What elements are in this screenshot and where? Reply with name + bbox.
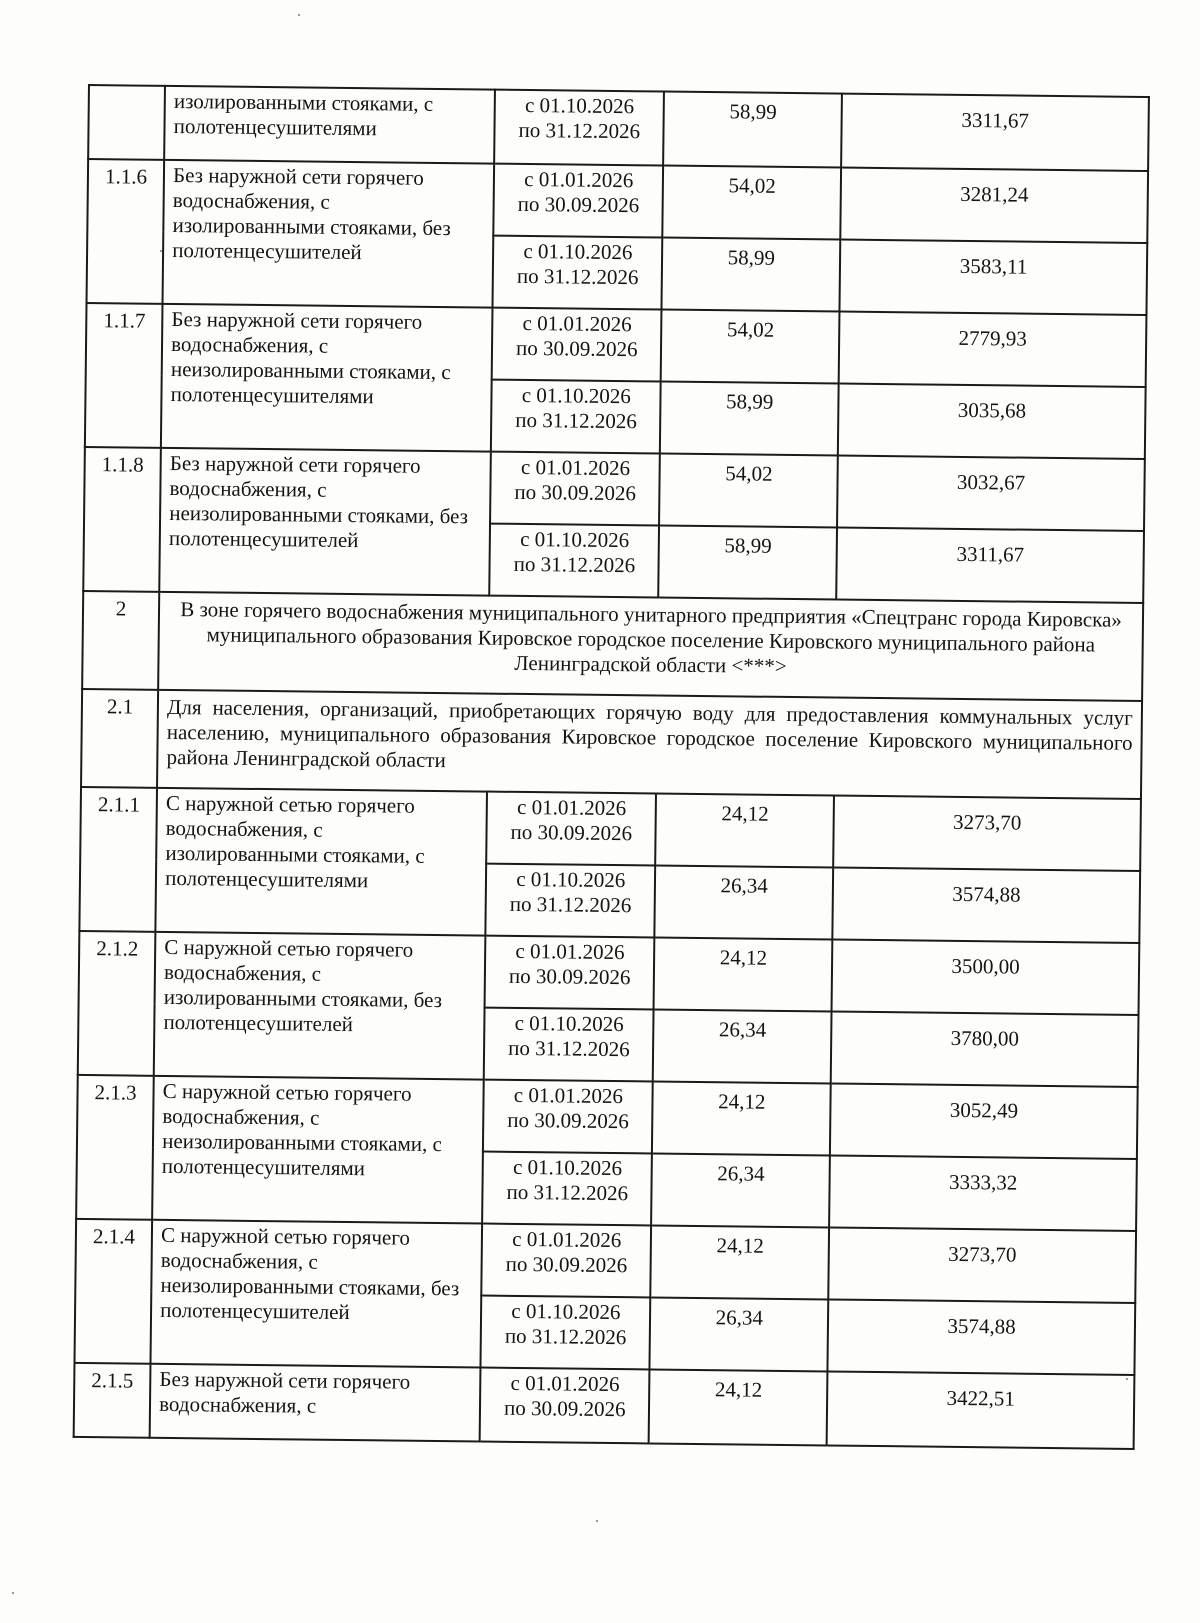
- norm-value: 24,12: [649, 1369, 828, 1445]
- price-value: 3422,51: [827, 1371, 1135, 1448]
- row-description: С наружной сетью горячего водоснабжения, с изолированными стояками, без полотенцесушителей: [154, 932, 486, 1080]
- norm-value: 54,02: [663, 166, 842, 240]
- price-value: 3574,88: [833, 868, 1141, 943]
- row-number: [88, 85, 165, 160]
- period-cell: [494, 164, 664, 238]
- period-end: по 31.12.2026: [509, 891, 632, 918]
- period-start: с 01.01.2026: [513, 1082, 624, 1109]
- price-value: 3311,67: [841, 94, 1149, 171]
- price-value: 2779,93: [839, 312, 1147, 387]
- subsection-number: 2.1: [81, 689, 158, 788]
- period-end: по 30.09.2026: [515, 335, 638, 362]
- period-cell: [490, 452, 660, 526]
- row-number: 2.1.3: [76, 1075, 154, 1220]
- norm-value: 26,34: [650, 1297, 829, 1371]
- norm-value: 26,34: [653, 1009, 832, 1083]
- norm-value: 24,12: [656, 793, 835, 867]
- row-description: С наружной сетью горячего водоснабжения, с неизолированными стояками, с полотенцесушителями: [152, 1076, 484, 1224]
- period-cell: [483, 1080, 653, 1154]
- scan-speck: [160, 250, 162, 252]
- row-number: 2.1.2: [78, 931, 156, 1076]
- period-end: по 30.09.2026: [505, 1251, 628, 1278]
- row-description: С наружной сетью горячего водоснабжения, с изолированными стояками, с полотенцесушителями: [156, 788, 488, 936]
- scan-speck: [12, 1592, 14, 1594]
- period-start: с 01.10.2026: [512, 1154, 623, 1181]
- tariff-table: [73, 84, 1150, 1450]
- period-start: с 01.10.2026: [523, 238, 633, 265]
- period-end: по 31.12.2026: [506, 1179, 629, 1206]
- row-description: изолированными стояками, с полотенцесушителями: [164, 86, 495, 164]
- row-description: Без наружной сети горячего водоснабжения, с неизолированными стояками, без полотенцесушителей: [159, 448, 491, 596]
- price-value: 3574,88: [828, 1299, 1136, 1374]
- period-end: по 30.09.2026: [514, 479, 637, 506]
- period-cell: [481, 1296, 651, 1370]
- period-end: по 30.09.2026: [507, 1107, 629, 1134]
- period-cell: [486, 792, 656, 866]
- period-start: с 01.01.2026: [515, 938, 625, 965]
- period-end: по 30.09.2026: [503, 1395, 626, 1422]
- row-description: Без наружной сети горячего водоснабжения, с неизолированными стояками, с полотенцесушителями: [161, 304, 493, 452]
- period-start: с 01.10.2026: [514, 1010, 624, 1037]
- table-row: [80, 787, 1141, 871]
- price-value: 3333,32: [829, 1155, 1137, 1230]
- norm-value: 24,12: [651, 1225, 830, 1299]
- period-start: с 01.01.2026: [516, 794, 627, 821]
- norm-value: 26,34: [655, 865, 834, 939]
- row-number: 1.1.7: [85, 303, 163, 448]
- period-end: по 31.12.2026: [513, 551, 636, 578]
- price-value: 3273,70: [833, 796, 1141, 871]
- row-number: 1.1.6: [87, 159, 165, 304]
- period-cell: [491, 380, 661, 454]
- document-page: [73, 84, 1150, 1450]
- period-cell: [494, 90, 664, 166]
- period-cell: [485, 936, 655, 1010]
- table-row: [84, 447, 1145, 531]
- norm-value: 24,12: [652, 1081, 831, 1155]
- price-value: 3583,11: [840, 240, 1148, 315]
- norm-value: 24,12: [654, 937, 833, 1011]
- period-end: по 31.12.2026: [518, 117, 641, 144]
- period-start: с 01.01.2026: [520, 454, 631, 481]
- norm-value: 58,99: [660, 382, 839, 456]
- norm-value: 26,34: [652, 1153, 831, 1227]
- period-start: с 01.10.2026: [511, 1298, 621, 1325]
- period-end: по 30.09.2026: [517, 191, 640, 218]
- period-end: по 30.09.2026: [508, 963, 631, 990]
- norm-value: 58,99: [662, 238, 841, 312]
- period-start: с 01.01.2026: [524, 166, 634, 193]
- period-start: с 01.10.2026: [521, 382, 631, 409]
- period-cell: [492, 308, 662, 382]
- norm-value: 54,02: [659, 454, 838, 528]
- section-number: 2: [82, 591, 159, 690]
- row-number: 2.1.1: [79, 787, 157, 932]
- scan-speck: [1126, 1378, 1128, 1380]
- row-number: 2.1.5: [74, 1363, 151, 1438]
- period-end: по 31.12.2026: [504, 1323, 627, 1350]
- norm-value: 54,02: [661, 310, 840, 384]
- table-row: [86, 303, 1147, 387]
- period-cell: [480, 1368, 650, 1444]
- price-value: 3311,67: [836, 528, 1144, 603]
- subsection-title: Для населения, организаций, приобретающих горячую воду для предоставления коммунальных услуг населению, муниципального образования Кировское городское поселение Кировского муниципального района Ленинградской области: [157, 690, 1142, 799]
- price-value: 3035,68: [838, 384, 1146, 459]
- period-start: с 01.01.2026: [510, 1370, 620, 1397]
- row-description: С наружной сетью горячего водоснабжения, с неизолированными стояками, без полотенцесушителей: [151, 1220, 483, 1368]
- price-value: 3281,24: [840, 168, 1148, 243]
- table-row: [74, 1363, 1135, 1449]
- period-end: по 31.12.2026: [515, 407, 637, 434]
- table-row: [75, 1219, 1136, 1303]
- subsection-row: [81, 689, 1142, 799]
- price-value: 3032,67: [837, 456, 1145, 531]
- price-value: 3500,00: [832, 940, 1140, 1015]
- table-row: [77, 1075, 1138, 1159]
- table-row: [87, 159, 1148, 243]
- period-start: с 01.10.2026: [524, 92, 635, 119]
- row-number: 2.1.4: [74, 1219, 152, 1364]
- period-start: с 01.10.2026: [520, 526, 630, 553]
- row-description: Без наружной сети горячего водоснабжения, с изолированными стояками, без полотенцесушителей: [163, 160, 495, 308]
- period-end: по 31.12.2026: [508, 1035, 630, 1062]
- period-cell: [484, 1008, 654, 1082]
- period-end: по 31.12.2026: [516, 263, 639, 290]
- norm-value: 58,99: [659, 526, 838, 600]
- period-cell: [493, 236, 663, 310]
- row-number: 1.1.8: [83, 447, 161, 592]
- period-cell: [481, 1224, 651, 1298]
- period-start: с 01.01.2026: [522, 310, 632, 337]
- period-end: по 30.09.2026: [510, 819, 633, 846]
- price-value: 3780,00: [831, 1011, 1139, 1086]
- period-start: с 01.01.2026: [512, 1226, 622, 1253]
- scan-speck: [298, 14, 300, 16]
- table-row: [88, 85, 1149, 171]
- period-start: с 01.10.2026: [516, 866, 626, 893]
- section-row: [82, 591, 1143, 701]
- period-cell: [482, 1152, 652, 1226]
- scan-speck: [596, 1520, 598, 1522]
- section-title: В зоне горячего водоснабжения муниципального унитарного предприятия «Спецтранс города Кировска» муниципального образования Кировское городское поселение Кировского муниципального района Ленинградской области <***>: [158, 592, 1143, 701]
- row-description: Без наружной сети горячего водоснабжения, с: [150, 1364, 481, 1442]
- price-value: 3273,70: [828, 1227, 1136, 1302]
- norm-value: 58,99: [664, 92, 843, 168]
- price-value: 3052,49: [830, 1083, 1138, 1158]
- table-row: [79, 931, 1140, 1015]
- period-cell: [489, 524, 659, 598]
- period-cell: [486, 864, 656, 938]
